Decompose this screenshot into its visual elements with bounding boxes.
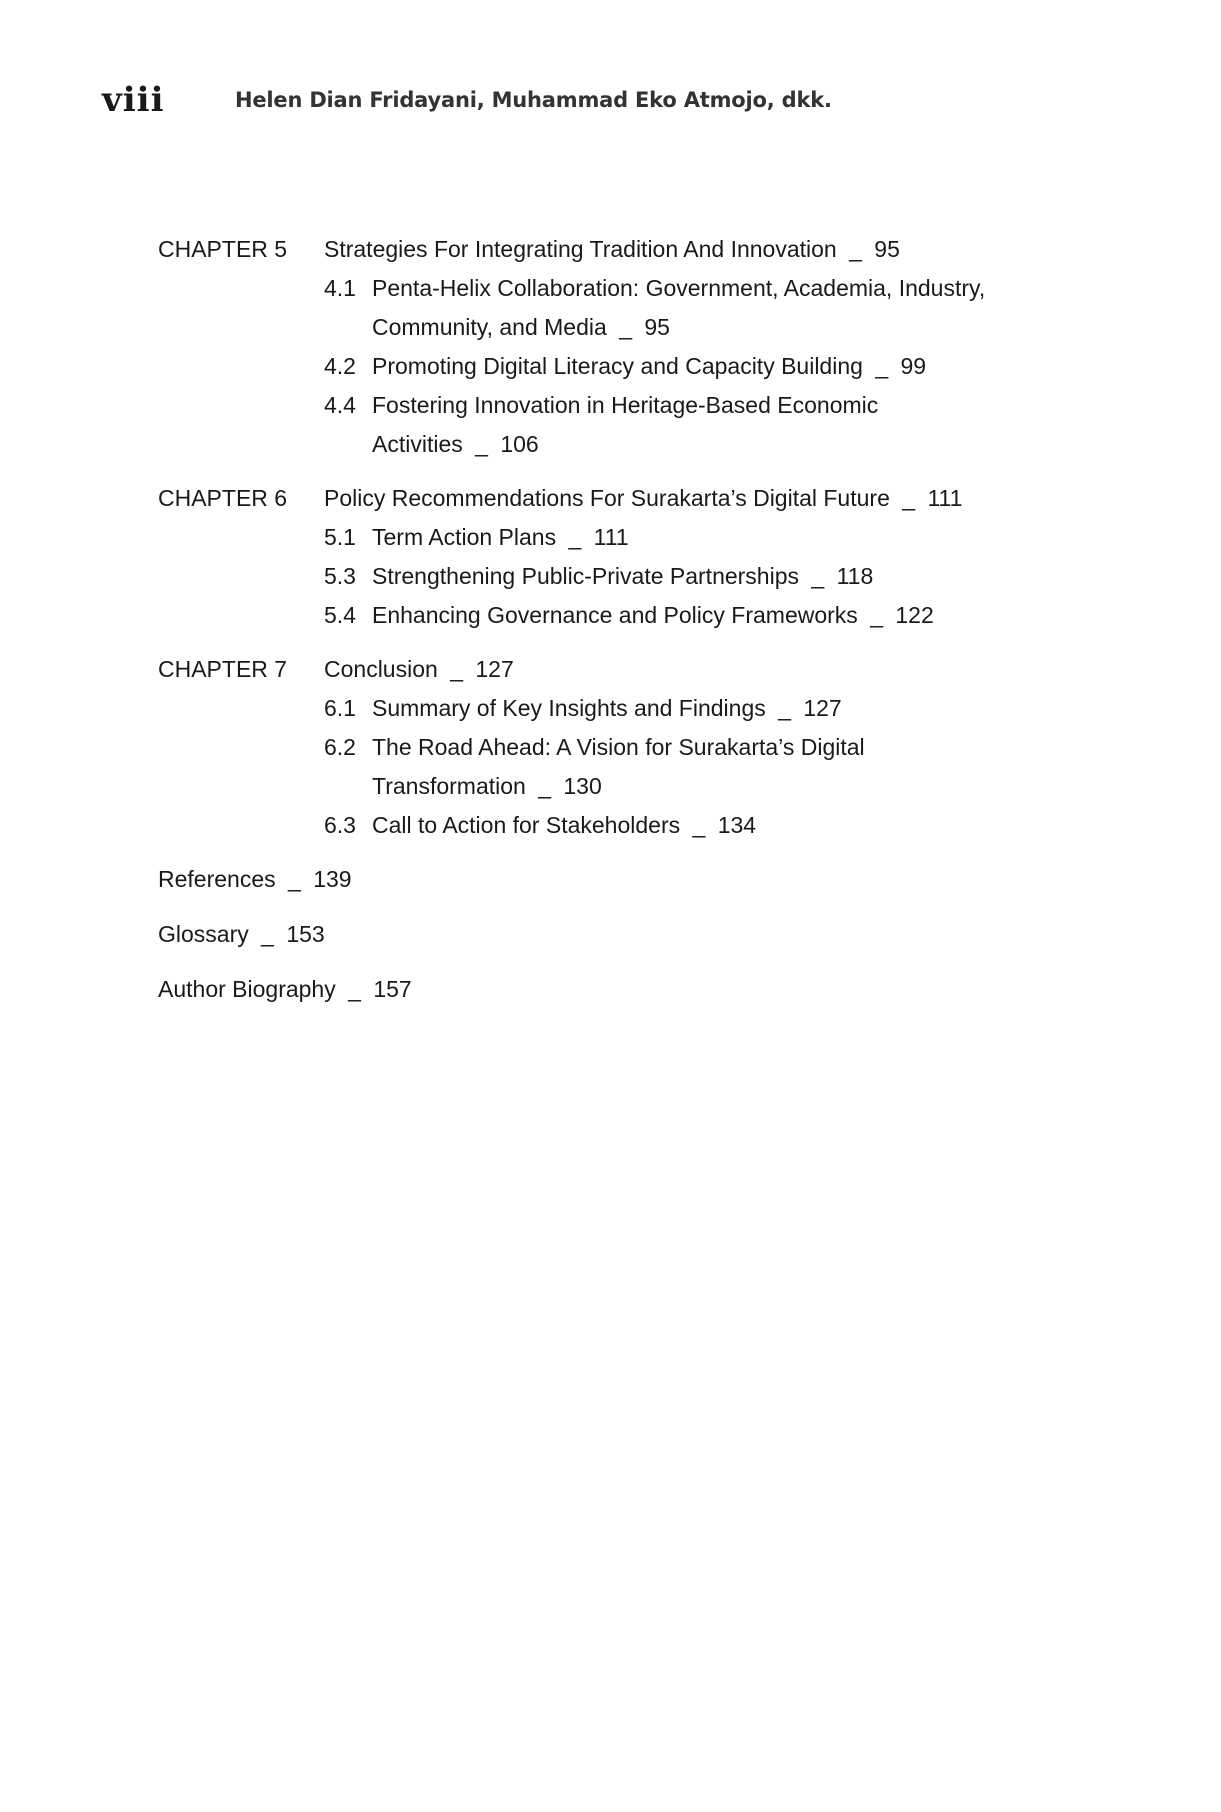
page-ref: 111	[593, 524, 629, 550]
toc-section[interactable]: 6.3 Call to Action for Stakeholders _ 134	[324, 812, 757, 838]
header-authors: Helen Dian Fridayani, Muhammad Eko Atmojo, dkk.	[235, 88, 832, 112]
toc-chapter-5	[158, 230, 1058, 464]
toc-glossary[interactable]: Glossary _ 153	[158, 921, 325, 947]
toc-author-biography[interactable]: Author Biography _ 157	[158, 976, 412, 1002]
page-ref: 157	[373, 976, 412, 1002]
page-number: viii	[102, 80, 165, 120]
toc-section[interactable]: 6.2 The Road Ahead: A Vision for Surakarta’s Digital Transformation _ 130	[324, 734, 865, 799]
page-ref: 95	[644, 314, 670, 340]
toc-chapter-6	[158, 479, 1058, 635]
chapter-label: CHAPTER 5	[158, 236, 288, 262]
chapter-label: CHAPTER 6	[158, 485, 288, 511]
toc-section[interactable]: 4.4 Fostering Innovation in Heritage-Based Economic Activities _ 106	[324, 392, 879, 457]
toc-references[interactable]: References _ 139	[158, 866, 352, 892]
toc-chapter-7	[158, 650, 1058, 845]
page-ref: 127	[475, 656, 514, 682]
page-ref: 106	[500, 431, 539, 457]
chapter-label: CHAPTER 7	[158, 656, 288, 682]
chapter-title[interactable]: Conclusion _ 127	[324, 656, 514, 682]
toc-section[interactable]: 4.1 Penta-Helix Collaboration: Government, Academia, Industry, Community, and Media _ 95	[324, 275, 986, 340]
running-header	[102, 80, 1152, 130]
page-ref: 130	[563, 773, 602, 799]
page-ref: 122	[895, 602, 934, 628]
page-ref: 118	[836, 563, 874, 589]
toc-section[interactable]: 5.4 Enhancing Governance and Policy Frameworks _ 122	[324, 602, 934, 628]
page-ref: 153	[286, 921, 325, 947]
page-ref: 111	[927, 485, 963, 511]
table-of-contents	[158, 230, 1058, 1025]
toc-section[interactable]: 4.2 Promoting Digital Literacy and Capacity Building _ 99	[324, 353, 927, 379]
page-ref: 99	[900, 353, 927, 379]
chapter-title[interactable]: Policy Recommendations For Surakarta’s Digital Future _ 111	[324, 485, 963, 511]
page-ref: 127	[803, 695, 842, 721]
toc-section[interactable]: 6.1 Summary of Key Insights and Findings _ 127	[324, 695, 842, 721]
toc-section[interactable]: 5.1 Term Action Plans _ 111	[324, 524, 629, 550]
page-ref: 95	[874, 236, 900, 262]
chapter-title[interactable]: Strategies For Integrating Tradition And Innovation _ 95	[324, 236, 900, 262]
page-ref: 139	[313, 866, 352, 892]
page-ref: 134	[717, 812, 757, 838]
toc-section[interactable]: 5.3 Strengthening Public-Private Partnerships _ 118	[324, 563, 874, 589]
